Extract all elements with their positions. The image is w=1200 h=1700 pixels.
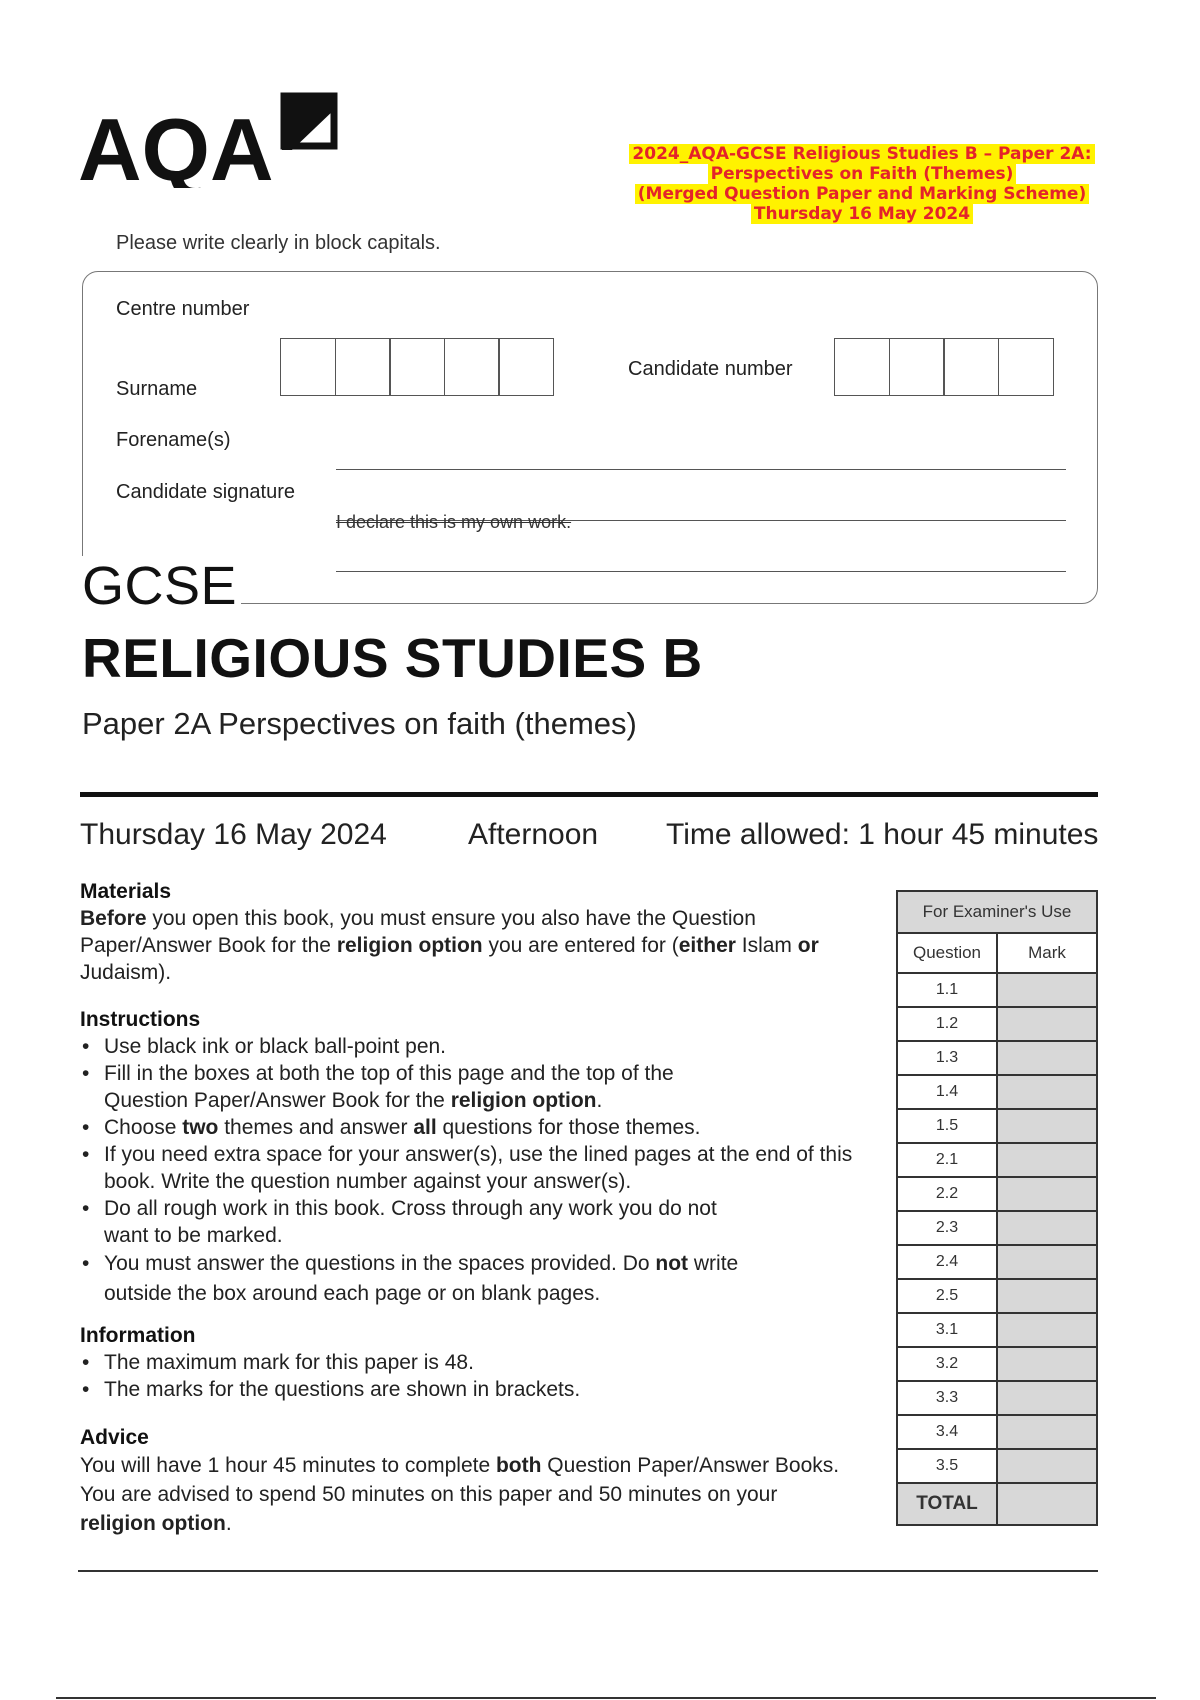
centre-digit-box[interactable] [335, 338, 391, 396]
examiners-use-title: For Examiner's Use [897, 891, 1097, 933]
table-row [897, 1313, 1097, 1347]
table-row [897, 973, 1097, 1007]
question-number-cell: 1.5 [897, 1109, 997, 1143]
paper-title: Paper 2A Perspectives on faith (themes) [82, 706, 637, 741]
mark-cell[interactable] [997, 1211, 1097, 1245]
question-number-cell: 1.1 [897, 973, 997, 1007]
question-number-cell: 3.3 [897, 1381, 997, 1415]
forenames-line[interactable] [336, 469, 1066, 470]
mark-cell[interactable] [997, 1381, 1097, 1415]
mark-column-header: Mark [997, 933, 1097, 973]
centre-number-boxes [280, 338, 553, 396]
centre-digit-box[interactable] [498, 338, 554, 396]
question-number-cell: 2.4 [897, 1245, 997, 1279]
list-item: • You must answer the questions in the spaces provided. Do not write outside the box around each page or on blank pages. [80, 1249, 794, 1309]
table-row [897, 1381, 1097, 1415]
table-row [897, 1245, 1097, 1279]
question-number-cell: 3.2 [897, 1347, 997, 1381]
banner-line: (Merged Question Paper and Marking Scheme) [635, 184, 1089, 204]
candidate-number-label: Candidate number [628, 358, 793, 380]
banner-line: 2024_AQA-GCSE Religious Studies B – Paper 2A: [629, 144, 1094, 164]
title-banner [612, 144, 1112, 224]
mark-cell[interactable] [997, 1415, 1097, 1449]
information-section [80, 1322, 900, 1403]
mark-cell[interactable] [997, 1041, 1097, 1075]
question-number-cell: 3.5 [897, 1449, 997, 1483]
advice-heading: Advice [80, 1426, 149, 1449]
table-row [897, 1415, 1097, 1449]
forenames-label: Forename(s) [116, 429, 231, 451]
footer-divider [56, 1697, 1156, 1699]
bottom-divider [78, 1570, 1098, 1572]
centre-digit-box[interactable] [389, 338, 445, 396]
question-number-cell: 2.1 [897, 1143, 997, 1177]
aqa-logo [78, 88, 348, 188]
signature-date-line[interactable] [336, 571, 1066, 572]
total-mark-cell[interactable] [997, 1483, 1097, 1525]
signature-label: Candidate signature [116, 481, 296, 503]
centre-digit-box[interactable] [280, 338, 336, 396]
surname-label: Surname [116, 378, 198, 400]
question-number-cell: 1.3 [897, 1041, 997, 1075]
question-number-cell: 2.3 [897, 1211, 997, 1245]
candidate-number-boxes [834, 338, 1052, 396]
question-number-cell: 3.1 [897, 1313, 997, 1347]
mark-cell[interactable] [997, 1109, 1097, 1143]
exam-date: Thursday 16 May 2024 [80, 818, 387, 851]
mark-cell[interactable] [997, 1245, 1097, 1279]
subject-title: RELIGIOUS STUDIES B [82, 627, 703, 689]
table-row [897, 1041, 1097, 1075]
question-number-cell: 2.5 [897, 1279, 997, 1313]
centre-digit-box[interactable] [444, 338, 500, 396]
centre-number-label: Centre number [116, 298, 250, 320]
mark-cell[interactable] [997, 1177, 1097, 1211]
table-row [897, 1279, 1097, 1313]
time-allowed: Time allowed: 1 hour 45 minutes [666, 818, 1099, 851]
exam-session: Afternoon [468, 818, 599, 851]
mark-cell[interactable] [997, 973, 1097, 1007]
list-item: • Do all rough work in this book. Cross through any work you do not want to be marked. [80, 1195, 764, 1249]
information-heading: Information [80, 1324, 196, 1347]
table-row [897, 1143, 1097, 1177]
list-item: • The maximum mark for this paper is 48. [80, 1349, 900, 1376]
instructions-list [80, 1033, 870, 1309]
instructions-heading: Instructions [80, 1008, 201, 1031]
mark-cell[interactable] [997, 1007, 1097, 1041]
list-item: • Choose two themes and answer all questions for those themes. [80, 1114, 870, 1141]
candidate-digit-box[interactable] [889, 338, 945, 396]
materials-heading: Materials [80, 880, 172, 903]
banner-line: Thursday 16 May 2024 [751, 204, 973, 224]
advice-line: You will have 1 hour 45 minutes to complete both Question Paper/Answer Books. [80, 1454, 840, 1477]
information-list [80, 1349, 900, 1403]
materials-section [80, 878, 820, 986]
list-item: • Use black ink or black ball-point pen. [80, 1033, 870, 1060]
table-row [897, 1177, 1097, 1211]
list-item: • The marks for the questions are shown in brackets. [80, 1376, 900, 1403]
logo-mark-icon [282, 96, 336, 150]
block-capitals-note: Please write clearly in block capitals. [116, 232, 441, 254]
question-number-cell: 2.2 [897, 1177, 997, 1211]
candidate-digit-box[interactable] [834, 338, 890, 396]
mark-cell[interactable] [997, 1075, 1097, 1109]
table-row [897, 1109, 1097, 1143]
mark-cell[interactable] [997, 1347, 1097, 1381]
mark-cell[interactable] [997, 1313, 1097, 1347]
materials-text: Before you open this book, you must ensure you also have the Question Paper/Answer Book for the religion option you are entered for (either Islam or Judaism). [80, 907, 819, 984]
table-row [897, 1211, 1097, 1245]
mark-cell[interactable] [997, 1449, 1097, 1483]
table-row [897, 1075, 1097, 1109]
question-number-cell: 3.4 [897, 1415, 997, 1449]
advice-line: You are advised to spend 50 minutes on this paper and 50 minutes on your religion option. [80, 1483, 778, 1535]
examiners-use-table [896, 890, 1098, 1526]
mark-cell[interactable] [997, 1279, 1097, 1313]
logo-text: AQA [78, 100, 274, 188]
qualification-level: GCSE [82, 556, 241, 616]
question-number-cell: 1.2 [897, 1007, 997, 1041]
advice-section [80, 1425, 900, 1538]
total-label: TOTAL [897, 1483, 997, 1525]
question-number-cell: 1.4 [897, 1075, 997, 1109]
list-item: • Fill in the boxes at both the top of this page and the top of the Question Paper/Answer Book for the religion option. [80, 1060, 724, 1114]
mark-cell[interactable] [997, 1143, 1097, 1177]
title-divider [80, 792, 1098, 797]
banner-line: Perspectives on Faith (Themes) [708, 164, 1017, 184]
instructions-section [80, 1006, 870, 1309]
list-item: • If you need extra space for your answer(s), use the lined pages at the end of this book. Write the question number against your answer(s). [80, 1141, 870, 1195]
table-row [897, 1007, 1097, 1041]
declaration-text: I declare this is my own work. [336, 512, 572, 532]
question-column-header: Question [897, 933, 997, 973]
candidate-digit-box[interactable] [943, 338, 999, 396]
table-row [897, 1449, 1097, 1483]
candidate-digit-box[interactable] [998, 338, 1054, 396]
table-row [897, 1347, 1097, 1381]
